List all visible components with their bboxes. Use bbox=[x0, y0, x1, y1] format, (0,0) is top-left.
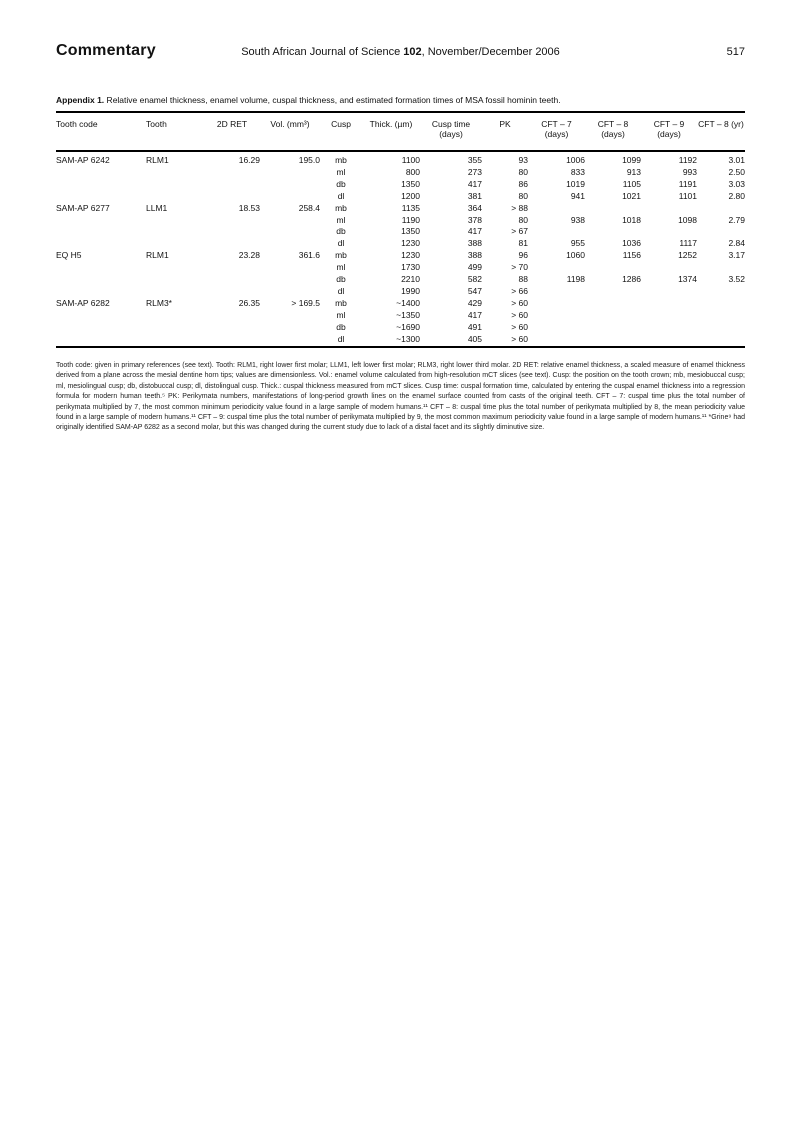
cft8-cell: 1105 bbox=[622, 178, 641, 189]
thickness-cell: 1200 bbox=[401, 190, 420, 201]
pk-cell: 80 bbox=[518, 214, 528, 225]
header-row bbox=[56, 112, 745, 151]
cft9-cell: 1101 bbox=[678, 190, 697, 201]
cft8-cell bbox=[585, 298, 641, 310]
cusp-time-cell: 429 bbox=[467, 297, 482, 308]
cusp-cell: ml bbox=[336, 309, 346, 320]
cft9-cell bbox=[641, 203, 697, 215]
cft8-yr-cell bbox=[697, 298, 745, 310]
cusp-cell: mb bbox=[335, 155, 347, 165]
cft8-yr-cell bbox=[697, 262, 745, 274]
col-header-label: Vol. (mm³) bbox=[270, 119, 310, 129]
col-header-sublabel: (days) bbox=[439, 129, 463, 139]
cusp-time-cell: 388 bbox=[467, 238, 482, 249]
cft9-cell bbox=[641, 310, 697, 322]
cft8-cell bbox=[585, 226, 641, 238]
cft8-yr-cell: 3.01 bbox=[728, 155, 745, 165]
thickness-cell: 1730 bbox=[401, 262, 420, 273]
col-header-sublabel: (days) bbox=[601, 129, 625, 139]
tooth-cell: RLM1 bbox=[146, 250, 169, 261]
journal-volume: 102 bbox=[403, 46, 422, 58]
cft7-cell: 1019 bbox=[566, 178, 585, 189]
col-header-4 bbox=[320, 112, 362, 151]
cusp-time-cell: 547 bbox=[467, 285, 482, 296]
tooth-code-cell: SAM-AP 6242 bbox=[56, 155, 110, 165]
col-header-label: Cusp bbox=[331, 119, 351, 129]
thickness-cell: ~1400 bbox=[396, 297, 420, 308]
cft7-cell bbox=[528, 203, 585, 215]
cusp-cell: dl bbox=[337, 285, 345, 296]
col-header-8 bbox=[528, 112, 585, 151]
cusp-cell: mb bbox=[335, 297, 347, 308]
pk-cell: > 88 bbox=[511, 202, 528, 213]
section-label: Commentary bbox=[56, 42, 156, 59]
cft7-cell bbox=[528, 262, 585, 274]
cft8-yr-cell: 2.84 bbox=[728, 238, 745, 249]
tooth-cell: RLM1 bbox=[146, 155, 169, 165]
col-header-sublabel: (days) bbox=[657, 129, 681, 139]
col-header-1 bbox=[146, 112, 204, 151]
col-header-label: Cusp time bbox=[431, 119, 471, 129]
cft9-cell: 1192 bbox=[678, 155, 697, 165]
pk-cell: > 60 bbox=[511, 333, 528, 344]
volume-cell: 195.0 bbox=[298, 155, 320, 165]
cft8-cell bbox=[585, 203, 641, 215]
cft7-cell: 938 bbox=[570, 214, 585, 225]
cusp-time-cell: 417 bbox=[467, 226, 482, 237]
cusp-cell: db bbox=[336, 274, 346, 285]
ret-2d-cell: 26.35 bbox=[238, 297, 260, 308]
tooth-cell: LLM1 bbox=[146, 202, 168, 213]
col-header-11 bbox=[697, 112, 745, 151]
appendix-caption bbox=[56, 95, 745, 105]
cusp-time-cell: 381 bbox=[467, 190, 482, 201]
thickness-cell: ~1690 bbox=[396, 321, 420, 332]
volume-cell: 258.4 bbox=[298, 202, 320, 213]
cft7-cell bbox=[528, 334, 585, 347]
cusp-cell: dl bbox=[337, 238, 345, 249]
col-header-label: Thick. (µm) bbox=[369, 119, 413, 129]
table-row bbox=[56, 203, 745, 215]
cft8-cell bbox=[585, 286, 641, 298]
journal-title bbox=[56, 46, 745, 58]
ret-2d-cell: 23.28 bbox=[238, 250, 260, 261]
cft9-cell bbox=[641, 298, 697, 310]
cft8-cell: 1156 bbox=[622, 250, 641, 261]
table-row bbox=[56, 298, 745, 310]
cft8-yr-cell: 3.17 bbox=[728, 250, 745, 261]
thickness-cell: 1350 bbox=[401, 226, 420, 237]
cft8-cell bbox=[585, 310, 641, 322]
cft9-cell bbox=[641, 226, 697, 238]
cft8-yr-cell bbox=[697, 226, 745, 238]
masthead bbox=[56, 42, 745, 62]
cft9-cell: 1252 bbox=[678, 250, 697, 261]
cusp-time-cell: 582 bbox=[467, 274, 482, 285]
col-header-label: CFT – 8 (yr) bbox=[698, 119, 744, 129]
cft9-cell: 1117 bbox=[679, 238, 697, 249]
cft7-cell: 833 bbox=[570, 166, 585, 177]
cusp-time-cell: 364 bbox=[467, 202, 482, 213]
col-header-label: CFT – 7 bbox=[541, 119, 572, 129]
pk-cell: 96 bbox=[518, 250, 528, 261]
caption-label: Appendix 1. bbox=[56, 95, 105, 105]
thickness-cell: ~1300 bbox=[396, 333, 420, 344]
table-row bbox=[56, 151, 745, 167]
cft8-yr-cell: 3.03 bbox=[728, 178, 745, 189]
col-header-label: PK bbox=[499, 119, 511, 129]
thickness-cell: 1190 bbox=[401, 214, 420, 225]
cft8-yr-cell bbox=[697, 286, 745, 298]
thickness-cell: 2210 bbox=[401, 274, 420, 285]
cft8-cell: 1099 bbox=[622, 155, 641, 165]
col-header-sublabel: (days) bbox=[544, 129, 569, 139]
pk-cell: > 60 bbox=[511, 297, 528, 308]
cft7-cell: 1060 bbox=[566, 250, 585, 261]
cusp-cell: ml bbox=[336, 166, 346, 177]
table-footnote: Tooth code: given in primary references (see text). Tooth: RLM1, right lower first molar; LLM1, left lower first molar; RLM3, right lower third molar. 2D RET: relative enamel thickness, a scaled measure of enamel thickness derived from a plane across the mesial dentine horn tips; values are dimensionless. Vol.: enamel volume calculated from high-resolution mCT slices (see text). Cusp: the position on the tooth crown; mb, mesiobuccal cusp; ml, mesiolingual cusp; db, distobuccal cusp; dl, distolingual cusp. Thick.: cuspal thickness measured from mCT slices. Cusp time: cuspal formation time, calculated by entering the cuspal enamel thickness into a regression formula for modern human teeth.⁵ PK: Perikymata numbers, manifestations of long-period growth lines on the enamel surface counted from casts of the original teeth. CFT – 7: cuspal time plus the total number of perikymata multiplied by 7, the most common minimum periodicity value found in a large sample of modern humans.¹¹ CFT – 8: cuspal time plus the total number of perikymata multiplied by 8, the mean periodicity value found in a large sample of modern humans.¹¹ CFT – 9: cuspal time plus the total number of perikymata multiplied by 9, the most common maximum periodicity value found in a large sample of modern humans.¹¹ *Grine⁹ had originally identified SAM-AP 6282 as a second molar, but this was changed during the current study due to lack of a distal facet and its slightly diminutive size. bbox=[56, 362, 745, 432]
cusp-time-cell: 405 bbox=[467, 333, 482, 344]
pk-cell: > 60 bbox=[511, 321, 528, 332]
col-header-label: Tooth bbox=[146, 119, 167, 129]
col-header-label: 2D RET bbox=[216, 119, 248, 129]
cft7-cell: 1198 bbox=[566, 274, 585, 285]
thickness-cell: 800 bbox=[405, 166, 420, 177]
cusp-cell: ml bbox=[336, 262, 346, 273]
pk-cell: > 60 bbox=[511, 309, 528, 320]
cft9-cell bbox=[641, 322, 697, 334]
pk-cell: 81 bbox=[518, 238, 528, 249]
cusp-time-cell: 417 bbox=[467, 178, 482, 189]
table-row bbox=[56, 250, 745, 262]
cusp-cell: db bbox=[336, 321, 346, 332]
cusp-cell: db bbox=[336, 226, 346, 237]
cft8-yr-cell bbox=[697, 334, 745, 347]
cusp-time-cell: 491 bbox=[467, 321, 482, 332]
cft8-cell: 1286 bbox=[622, 274, 641, 285]
thickness-cell: 1135 bbox=[401, 202, 420, 213]
cft9-cell: 1098 bbox=[678, 214, 697, 225]
col-header-10 bbox=[641, 112, 697, 151]
cft7-cell: 955 bbox=[570, 238, 585, 249]
cft8-cell bbox=[585, 334, 641, 347]
pk-cell: > 67 bbox=[511, 226, 528, 237]
cusp-cell: mb bbox=[335, 202, 347, 213]
volume-cell: 361.6 bbox=[298, 250, 320, 261]
tooth-code-cell: SAM-AP 6282 bbox=[56, 297, 110, 308]
cft7-cell bbox=[528, 226, 585, 238]
pk-cell: 88 bbox=[518, 274, 528, 285]
cft7-cell bbox=[528, 298, 585, 310]
pk-cell: > 66 bbox=[511, 285, 528, 296]
journal-title-post: , November/December 2006 bbox=[421, 46, 560, 58]
cusp-time-cell: 273 bbox=[467, 166, 482, 177]
thickness-cell: ~1350 bbox=[396, 309, 420, 320]
caption-text: Relative enamel thickness, enamel volume, cuspal thickness, and estimated formation times of MSA fossil hominin teeth. bbox=[104, 95, 561, 105]
cft9-cell: 1191 bbox=[678, 178, 697, 189]
cft8-yr-cell bbox=[697, 203, 745, 215]
cft7-cell bbox=[528, 310, 585, 322]
col-header-6 bbox=[420, 112, 482, 151]
thickness-cell: 1100 bbox=[401, 155, 420, 165]
col-header-5 bbox=[362, 112, 420, 151]
cusp-cell: dl bbox=[337, 333, 345, 344]
tooth-code-cell: EQ H5 bbox=[56, 250, 82, 261]
cft9-cell bbox=[641, 334, 697, 347]
cft8-cell: 1036 bbox=[622, 238, 641, 249]
col-header-2 bbox=[204, 112, 260, 151]
tooth-code-cell: SAM-AP 6277 bbox=[56, 202, 110, 213]
tooth-cell: RLM3* bbox=[146, 297, 172, 308]
col-header-7 bbox=[482, 112, 528, 151]
cft8-cell bbox=[585, 322, 641, 334]
col-header-3 bbox=[260, 112, 320, 151]
cft8-yr-cell: 3.52 bbox=[728, 274, 745, 285]
thickness-cell: 1230 bbox=[401, 250, 420, 261]
table-header bbox=[56, 112, 745, 151]
cft7-cell bbox=[528, 322, 585, 334]
col-header-0 bbox=[56, 112, 146, 151]
cft9-cell bbox=[641, 286, 697, 298]
cft8-yr-cell bbox=[697, 310, 745, 322]
cusp-time-cell: 378 bbox=[467, 214, 482, 225]
pk-cell: 86 bbox=[518, 178, 528, 189]
cusp-time-cell: 355 bbox=[467, 155, 482, 165]
thickness-cell: 1990 bbox=[401, 285, 420, 296]
cusp-time-cell: 499 bbox=[467, 262, 482, 273]
pk-cell: 80 bbox=[518, 166, 528, 177]
cft7-cell bbox=[528, 286, 585, 298]
cusp-cell: dl bbox=[337, 190, 345, 201]
cft8-yr-cell: 2.79 bbox=[728, 214, 745, 225]
cft8-cell: 913 bbox=[626, 166, 641, 177]
cft9-cell bbox=[641, 262, 697, 274]
cft7-cell: 941 bbox=[570, 190, 585, 201]
pk-cell: > 70 bbox=[511, 262, 528, 273]
page-number: 517 bbox=[726, 46, 745, 58]
col-header-label: Tooth code bbox=[56, 119, 98, 129]
cusp-time-cell: 417 bbox=[467, 309, 482, 320]
cft9-cell: 1374 bbox=[678, 274, 697, 285]
table-body bbox=[56, 151, 745, 347]
cft8-yr-cell: 2.50 bbox=[728, 166, 745, 177]
cusp-time-cell: 388 bbox=[467, 250, 482, 261]
cusp-cell: ml bbox=[336, 214, 346, 225]
cft8-yr-cell bbox=[697, 322, 745, 334]
col-header-label: CFT – 8 bbox=[597, 119, 629, 129]
cft9-cell: 993 bbox=[682, 166, 697, 177]
pk-cell: 93 bbox=[518, 155, 528, 165]
ret-2d-cell: 18.53 bbox=[238, 202, 260, 213]
appendix-table bbox=[56, 111, 745, 348]
col-header-label: CFT – 9 bbox=[653, 119, 685, 129]
thickness-cell: 1350 bbox=[401, 178, 420, 189]
cft8-cell: 1018 bbox=[622, 214, 641, 225]
cft7-cell: 1006 bbox=[566, 155, 585, 165]
ret-2d-cell: 16.29 bbox=[238, 155, 260, 165]
pk-cell: 80 bbox=[518, 190, 528, 201]
cft8-yr-cell: 2.80 bbox=[728, 190, 745, 201]
cft8-cell bbox=[585, 262, 641, 274]
volume-cell: > 169.5 bbox=[291, 297, 320, 308]
cusp-cell: db bbox=[336, 178, 346, 189]
cft8-cell: 1021 bbox=[622, 190, 641, 201]
thickness-cell: 1230 bbox=[401, 238, 420, 249]
journal-title-pre: South African Journal of Science bbox=[241, 46, 404, 58]
col-header-9 bbox=[585, 112, 641, 151]
cusp-cell: mb bbox=[335, 250, 347, 261]
